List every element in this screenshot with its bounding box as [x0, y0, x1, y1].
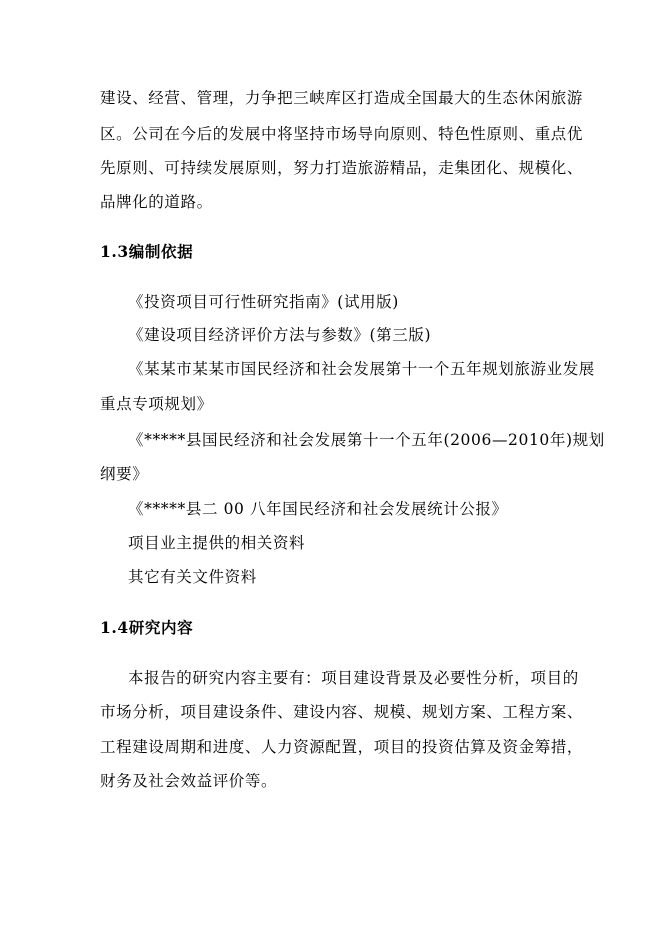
- reference-item-2: 《建设项目经济评价方法与参数》(第三版): [128, 326, 432, 344]
- intro-line-1: 建设、经营、管理，力争把三峡库区打造成全国最大的生态休闲旅游: [100, 89, 584, 107]
- reference-item-4-line-2: 纲要》: [100, 465, 149, 483]
- intro-line-3: 先原则、可持续发展原则，努力打造旅游精品，走集团化、规模化、: [100, 159, 584, 177]
- section-heading-1-3: 1.3编制依据: [100, 242, 194, 261]
- intro-line-2: 区。公司在今后的发展中将坚持市场导向原则、特色性原则、重点优: [100, 125, 584, 143]
- reference-item-3-line-1: 《某某市某某市国民经济和社会发展第十一个五年规划旅游业发展: [128, 360, 595, 378]
- research-content-line-4: 财务及社会效益评价等。: [100, 772, 278, 790]
- research-content-line-1: 本报告的研究内容主要有：项目建设背景及必要性分析，项目的: [128, 669, 579, 687]
- reference-item-5: 《*****县二 00 八年国民经济和社会发展统计公报》: [128, 500, 508, 518]
- reference-item-7: 其它有关文件资料: [128, 568, 257, 586]
- reference-item-1: 《投资项目可行性研究指南》(试用版): [128, 293, 399, 311]
- section-heading-1-4: 1.4研究内容: [100, 618, 194, 637]
- intro-line-4: 品牌化的道路。: [100, 193, 213, 211]
- reference-item-4-line-1: 《*****县国民经济和社会发展第十一个五年(2006—2010年)规划: [128, 431, 605, 449]
- reference-item-3-line-2: 重点专项规划》: [100, 395, 213, 413]
- reference-item-6: 项目业主提供的相关资料: [128, 534, 306, 552]
- research-content-line-2: 市场分析，项目建设条件、建设内容、规模、规划方案、工程方案、: [100, 703, 584, 721]
- research-content-line-3: 工程建设周期和进度、人力资源配置，项目的投资估算及资金筹措，: [100, 738, 584, 756]
